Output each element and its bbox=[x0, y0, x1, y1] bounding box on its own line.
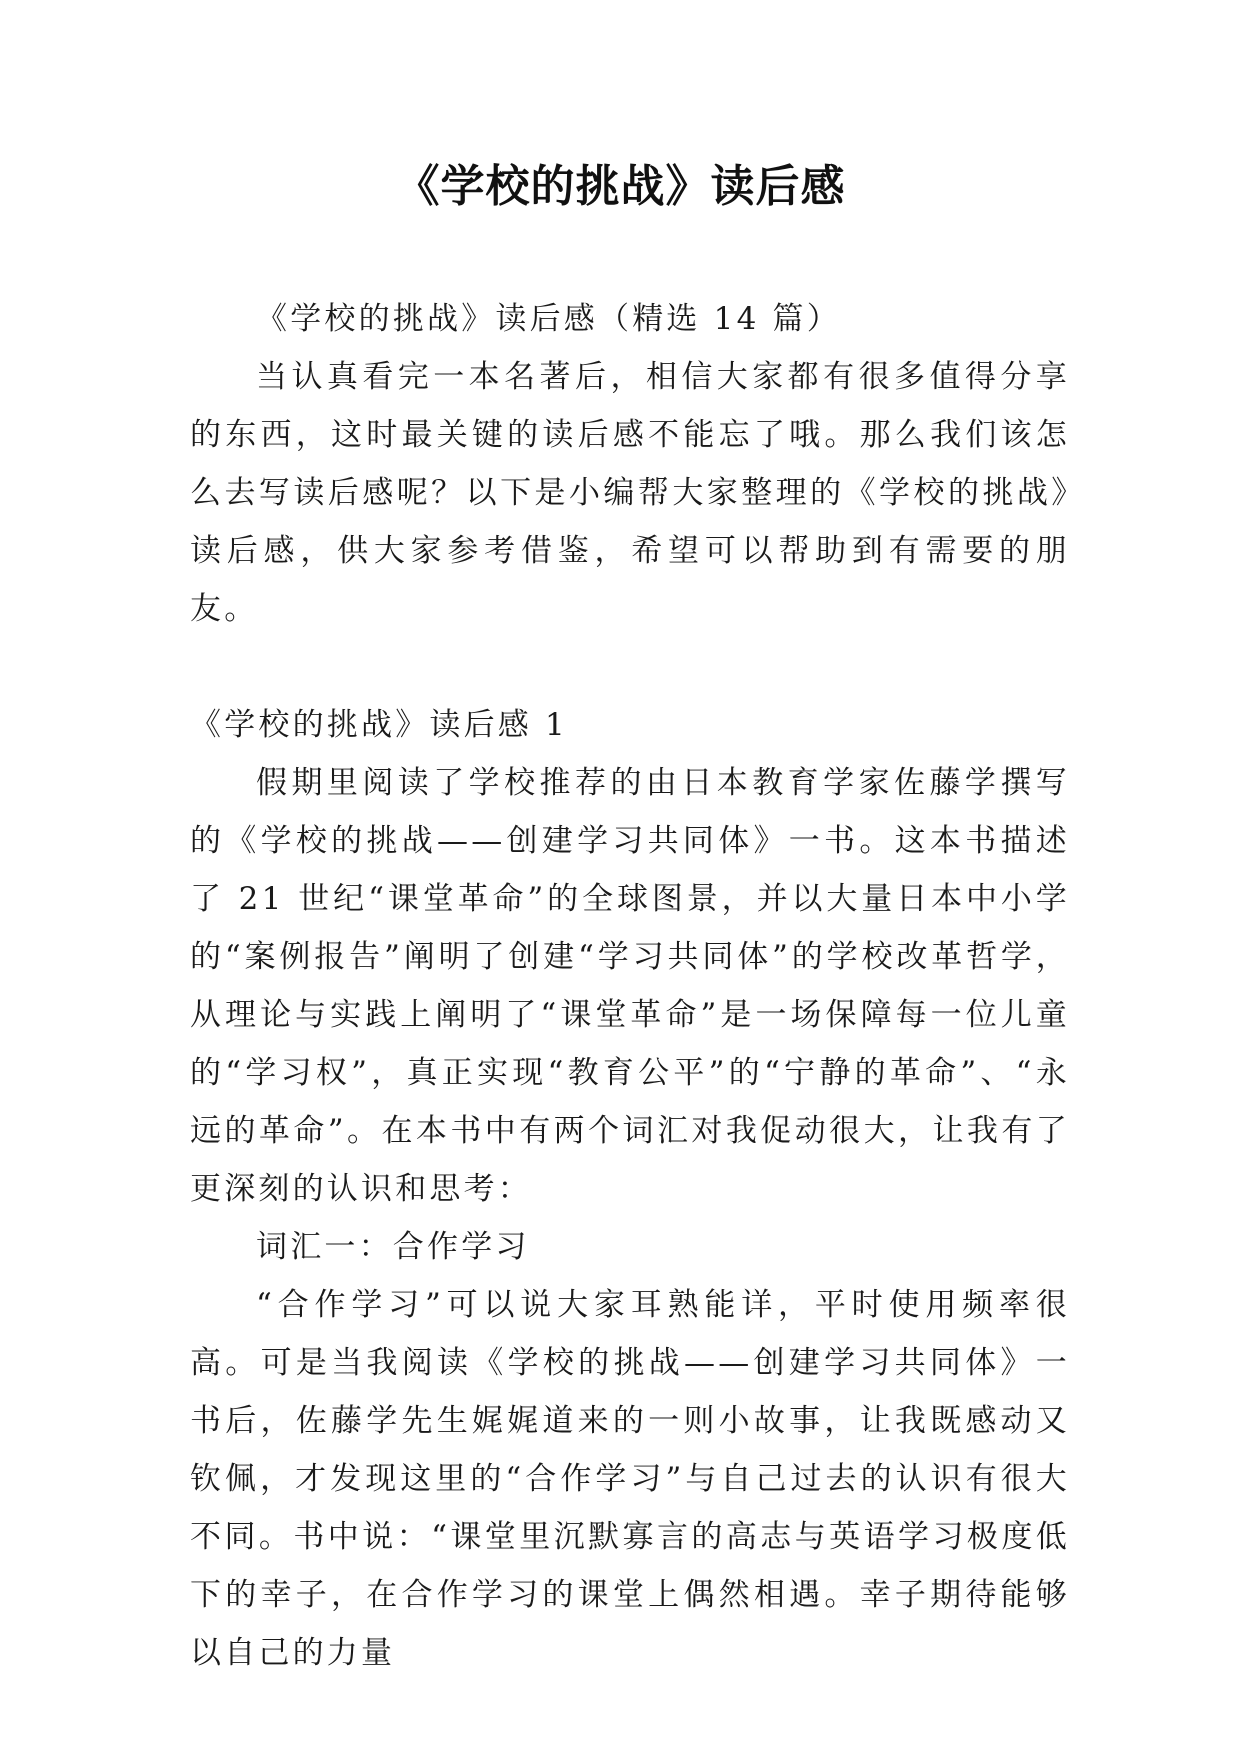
sub-heading-paragraph: 词汇一：合作学习 bbox=[256, 1229, 530, 1265]
intro-paragraph: 当认真看完一本名著后，相信大家都有很多值得分享的东西，这时最关键的读后感不能忘了哦。那么我们该怎么去写读后感呢？以下是小编帮大家整理的《学校的挑战》读后感，供大家参考借鉴，希望可以帮助到有需要的朋友。 bbox=[190, 359, 1070, 627]
document-body bbox=[190, 290, 1070, 1682]
body-paragraph: “合作学习”可以说大家耳熟能详，平时使用频率很高。可是当我阅读《学校的挑战——创建学习共同体》一书后，佐藤学先生娓娓道来的一则小故事，让我既感动又钦佩，才发现这里的“合作学习”与自己过去的认识有很大不同。书中说：“课堂里沉默寡言的高志与英语学习极度低下的幸子，在合作学习的课堂上偶然相遇。幸子期待能够以自己的力量 bbox=[190, 1287, 1070, 1671]
section-heading: 《学校的挑战》读后感 1 bbox=[190, 707, 568, 743]
document-subtitle: 《学校的挑战》读后感（精选 14 篇） bbox=[256, 301, 841, 337]
document-title: 《学校的挑战》读后感 bbox=[395, 161, 846, 212]
body-paragraph: 假期里阅读了学校推荐的由日本教育学家佐藤学撰写的《学校的挑战——创建学习共同体》一书。这本书描述了 21 世纪“课堂革命”的全球图景，并以大量日本中小学的“案例报告”阐明了创建“学习共同体”的学校改革哲学，从理论与实践上阐明了“课堂革命”是一场保障每一位儿童的“学习权”，真正实现“教育公平”的“宁静的革命”、“永远的革命”。在本书中有两个词汇对我促动很大，让我有了更深刻的认识和思考： bbox=[190, 765, 1070, 1207]
